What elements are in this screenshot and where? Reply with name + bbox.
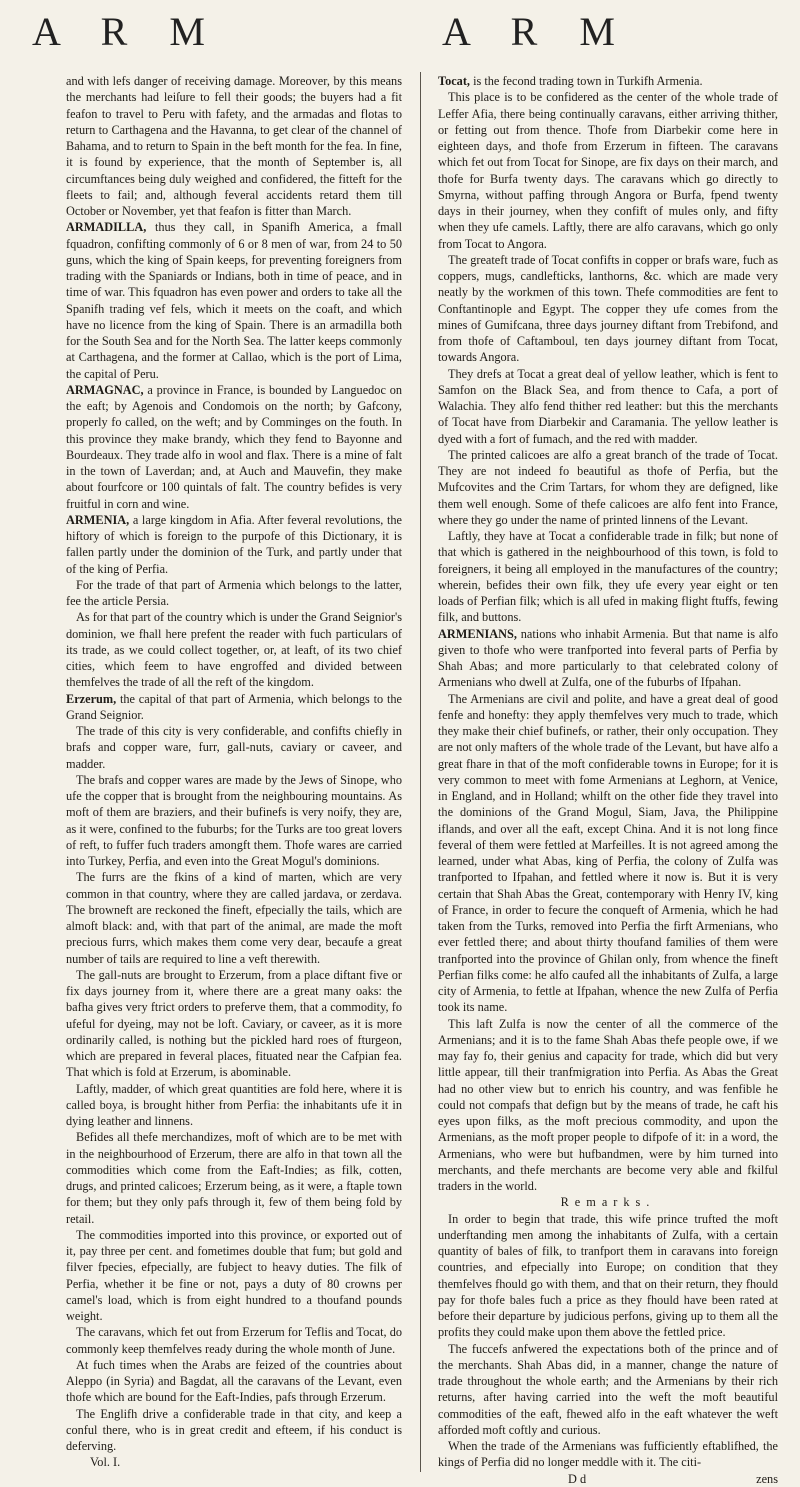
paragraph: The commodities imported into this province, or exported out of it, pay three per cent. and fometimes double that fum; but gold and filver fpecies, efpecially, are fubject to heavy duties. The filk of Perfia, whether it be fine or not, pays a duty of 80 crowns per camel's load, which is from eight hundred to a thoufand pounds weight. — [66, 1227, 402, 1323]
paragraph: Befides all thefe merchandizes, moft of which are to be met with in the neighbourhood of Erzerum, there are alfo in that town all the commodities which come from the Eaft-Indies; as filk, cotten, drugs, and printed calicoes; Erzerum being, as it were, a ftaple town for them; but they only pafs through it, few of them being fold by retail. — [66, 1130, 402, 1226]
paragraph: Laftly, madder, of which great quantities are fold here, where it is called boya, is brought hither from Perfia: the inhabitants ufe it in dying leather and linnens. — [66, 1081, 402, 1128]
paragraph: The Englifh drive a confiderable trade in that city, and keep a conful there, who is in great credit and efteem, if his conduct is deferving. — [66, 1406, 402, 1453]
entry-headword: ARMAGNAC, — [66, 382, 144, 397]
signature-mark: D d — [568, 1471, 587, 1486]
entry-text: thus they call, in Spanifh America, a fmall fquadron, confifting commonly of 6 or 8 men of war, from 24 to 50 guns, which the king of Spain keeps, for preventing foreigners from trading with the Spaniards or Indians, both in time of peace, and in time of war. This fquadron has even power and orders to take all the Spanifh trading vef fels, which it meets on the coaft, and which have no licence from the king of Spain. There is an armadilla both for the South Sea and for the North Sea. The latter keeps commonly at Carthagena, and the former at Callao, which is the port of Lima, the capital of Peru. — [66, 220, 402, 381]
remarks-heading: Remarks. — [560, 1195, 656, 1210]
paragraph: The gall-nuts are brought to Erzerum, from a place diftant five or fix days journey from it, where there are a great many oaks: the bafha gives very ftrict orders to preferve them, that a commodity, fo ufeful for dyeing, may not be loft. Caviary, or caveer, as it is more ordinarily called, is nothing but the pickled hard roes of fturgeon, which are prepared in feveral places, fituated near the Cafpian fea. That which is fold at Erzerum, is abominable. — [66, 967, 402, 1080]
paragraph: The greateft trade of Tocat confifts in copper or brafs ware, fuch as coppers, mugs, candlefticks, lanthorns, &c. which are made very neatly by the workmen of this town. Thefe commodities are fent to Conftantinople and Egypt. The copper they ufe comes from the mines of Gumifcana, three days journey diftant from Trebifond, and from thofe of Caftamboul, ten days journey diftant from Tocat, towards Angora. — [438, 252, 778, 365]
volume-footer — [66, 1454, 402, 1470]
paragraph: In order to begin that trade, this wife prince trufted the moft underftanding men among the inhabitants of Zulfa, with a certain quantity of bales of filk, to tranfport them in caravans into foreign countries, and efpecially into Europe; on condition that they themfelves fhould go with them, and that on their return, they fhould pay for thofe bales fuch a price as they fhould have been rated at before their departure by judicious perfons, giving up to them all the profits they could make upon them above the fettled price. — [438, 1211, 778, 1340]
paragraph: Laftly, they have at Tocat a confiderable trade in filk; but none of that which is gathered in the neighbourhood of this town, is fold to foreigners, it being all employed in the manufactures of the country; wherein, befides their own filk, they ufe every year eight or ten loads of Perfian filk; which is all ufed in making flight ftuffs, fewing filk, and buttons. — [438, 529, 778, 625]
entry-headword: Tocat, — [438, 74, 470, 88]
entry-headword: ARMENIA, — [66, 512, 130, 527]
entry-headword: ARMENIANS, — [438, 626, 517, 641]
dictionary-entry — [66, 219, 402, 382]
entry-text: a province in France, is bounded by Languedoc on the eaft; by Agenois and Condomois on the north; by Gafcony, properly fo called, on the weft; and by Comminges on the fouth. In this province they make brandy, which they fend to Bayonne and Bourdeaux. They trade alfo in wool and flax. There is a mine of falt in the town of Laverdan; and, at Auch and Mauvefin, they make about fourfcore or 100 quintals of falt. The country befides is very fruitful in corn and wine. — [66, 382, 402, 511]
entry-text: a large kingdom in Afia. After feveral revolutions, the hiftory of which is foreign to the purpofe of this Dictionary, it is fallen partly under the dominion of the Turk, and partly under that of the king of Perfia. — [66, 512, 402, 576]
paragraph: The trade of this city is very confiderable, and confifts chiefly in brafs and copper ware, furr, gall-nuts, caviary or caveer, and madder. — [66, 724, 402, 771]
entry-text: the capital of that part of Armenia, which belongs to the Grand Seignior. — [66, 691, 402, 722]
paragraph: The printed calicoes are alfo a great branch of the trade of Tocat. They are not indeed fo beautiful as thofe of Perfia, but the Mufcovites and the Crim Tartars, for whom they are defigned, like them well enough. Some of thefe calicoes are alfo fent into France, where they go under the name of printed linnens of the Levant. — [438, 447, 778, 527]
running-head-left: A R M — [32, 9, 221, 54]
dictionary-entry — [66, 382, 402, 512]
catchword: zens — [756, 1471, 778, 1486]
volume-label: Vol. I. — [90, 1455, 121, 1470]
entry-text: is the fecond trading town in Turkifh Armenia. — [470, 74, 703, 88]
paragraph: The furrs are the fkins of a kind of marten, which are very common in that country, where they are called jardava, or zerdava. The browneft are reckoned the fineft, efpecially the tails, which are almoft black: and, with that part of the animal, are made the moft precious furrs, which makes them come very dear, becaufe a great number of tails are required to line a veft therewith. — [66, 870, 402, 966]
left-column — [66, 73, 402, 1471]
paragraph: As for that part of the country which is under the Grand Seignior's dominion, we fhall here prefent the reader with fuch particulars of its trade, as we could collect together, or, at leaft, of its two chief cities, which feem to have engroffed and divided between themfelves the trade of all the reft of the kingdom. — [66, 610, 402, 690]
paragraph: The caravans, which fet out from Erzerum for Teflis and Tocat, do commonly keep themfelves ready during the whole month of June. — [66, 1325, 402, 1356]
paragraph: For the trade of that part of Armenia which belongs to the latter, fee the article Persia. — [66, 577, 402, 608]
dictionary-entry — [66, 691, 402, 724]
paragraph: The fuccefs anfwered the expectations both of the prince and of the merchants. Shah Abas did, in a manner, change the nature of trade throughout the whole earth; and the Armenians by their rich returns, after having carried into the weft the moft beautiful commodities of the eaft, fhewed alfo in the eaft whatever the weft afforded moft coftly and curious. — [438, 1341, 778, 1437]
paragraph: and with lefs danger of receiving damage. Moreover, by this means the merchants had leiſure to fell their goods; the buyers had a fit feafon to travel to Peru with fafety, and the armadas and flotas to return to Carthagena and the Havanna, to get clear of the channel of Bahama, and to return to Spain in the beft month for the fea. In fine, it is found by experience, that the month of September is, all circumftances being duly weighed and confidered, the fitteft for the fleets to fail; and, although feveral accidents retard them till October or November, yet that feafon is fitter than March. — [66, 74, 402, 218]
paragraph: This laft Zulfa is now the center of all the commerce of the Armenians; and it is to the fame Shah Abas thefe people owe, if we may fay fo, their genius and capacity for trade, which did but very little appear, till their tranfmigration into Perfia. As Abas the Great had no other view but to enrich his country, and was fenfible he could not compafs that defign but by the means of trade, he caft his eyes upon filks, as the moft precious commodity, and upon the Armenians, as the moft proper people to difpofe of it: in a word, the Armenians, who were but hufbandmen, were by him turned into merchants, and thefe merchants are become very able and fkilful traders in the world. — [438, 1016, 778, 1193]
dictionary-entry — [66, 512, 402, 577]
paragraph: This place is to be confidered as the center of the whole trade of Leffer Afia, there being continually caravans, either arriving thither, or fetting out from thence. Thofe from Diarbekir come here in eighteen days, and thofe from Erzerum in fifteen. The caravans which fet out from Tocat for Sinope, are fix days on their march, and thofe for Burfa twenty days. The caravans which go directly to Smyrna, without paffing through Angora or Burfa, fpend twenty days in their journey, when they confift of mules only, and fifty when they ufe camels. Laftly, there are alfo caravans, which go only from Tocat to Angora. — [438, 90, 778, 251]
paragraph: When the trade of the Armenians was fufficiently eftablifhed, the kings of Perfia did no longer meddle with it. The citi- — [438, 1439, 778, 1470]
entry-headword: ARMADILLA, — [66, 220, 147, 235]
paragraph: The Armenians are civil and polite, and have a great deal of good fenfe and honefty: they apply themfelves very much to trade, which they make their chief bufinefs, or rather, their only occupation. They are not only mafters of the whole trade of the Levant, but have alfo a great fhare in that of the moft confiderable towns in Europe; for it is very common to meet with fome Armenians at Leghorn, at Venice, in England, and in Holland; whilft on the other fide they travel into the dominions of the Grand Mogul, Siam, Java, the Philippine iflands, and over all the eaft, except China. And it is not long fince feveral of them were fettled at Marfeilles. It is not agreed among the learned, under what Abas, king of Perfia, the colony of Zulfa was tranfported to Ifpahan, and fettled where it now is. But it is very certain that Shah Abas the Great, contemporary with Henry IV, king of France, in order to fecure the conqueft of Armenia, which he had taken from the Turks, removed into Perfia the firft Armenians, who ever fettled there; and about thirty thoufand families of them were tranfported into the province of Ghilan only, from whence the fineft Perfian filks come: he alfo caufed all the inhabitants of Zulfa, a large city of Armenia, to fettle at Ifpahan, whence the new Zulfa of Perfia took its name. — [438, 691, 778, 1015]
paragraph: The brafs and copper wares are made by the Jews of Sinope, who ufe the copper that is brought from the neighbouring mountains. As moft of them are braziers, and their bufinefs is very noify, they are, as it were, confined to the fuburbs; for the Turks are too great lovers of reft, to fuffer fuch traders amongft them. Thofe wares are carried into Turkey, Perfia, and even into the Great Mogul's dominions. — [66, 772, 402, 868]
right-column — [438, 73, 778, 1487]
column-divider — [420, 72, 421, 1472]
entry-headword: Erzerum, — [66, 691, 117, 706]
dictionary-entry — [438, 626, 778, 691]
dictionary-entry — [438, 73, 778, 89]
paragraph: They drefs at Tocat a great deal of yellow leather, which is fent to Samfon on the Black Sea, and from thence to Cafa, a port of Walachia. They alfo fend thither red leather: but this the merchants of Tocat have from Diarbekir and Caramania. The yellow leather is dyed with a fort of fumach, and the red with madder. — [438, 366, 778, 446]
paragraph: At fuch times when the Arabs are feized of the countries about Aleppo (in Syria) and Bagdat, all the caravans of the Levant, even thofe which are bound for the Eaft-Indies, pafs through Erzerum. — [66, 1357, 402, 1405]
entry-text: nations who inhabit Armenia. But that name is alfo given to thofe who were tranfported into feveral parts of Perfia by Shah Abas; and more particularly to that celebrated colony of Armenians who dwell at Zulfa, one of the fuburbs of Ifpahan. — [438, 626, 778, 690]
left-column-body — [66, 73, 402, 1454]
running-head-right: A R M — [442, 9, 631, 54]
right-column-body — [438, 73, 778, 1471]
